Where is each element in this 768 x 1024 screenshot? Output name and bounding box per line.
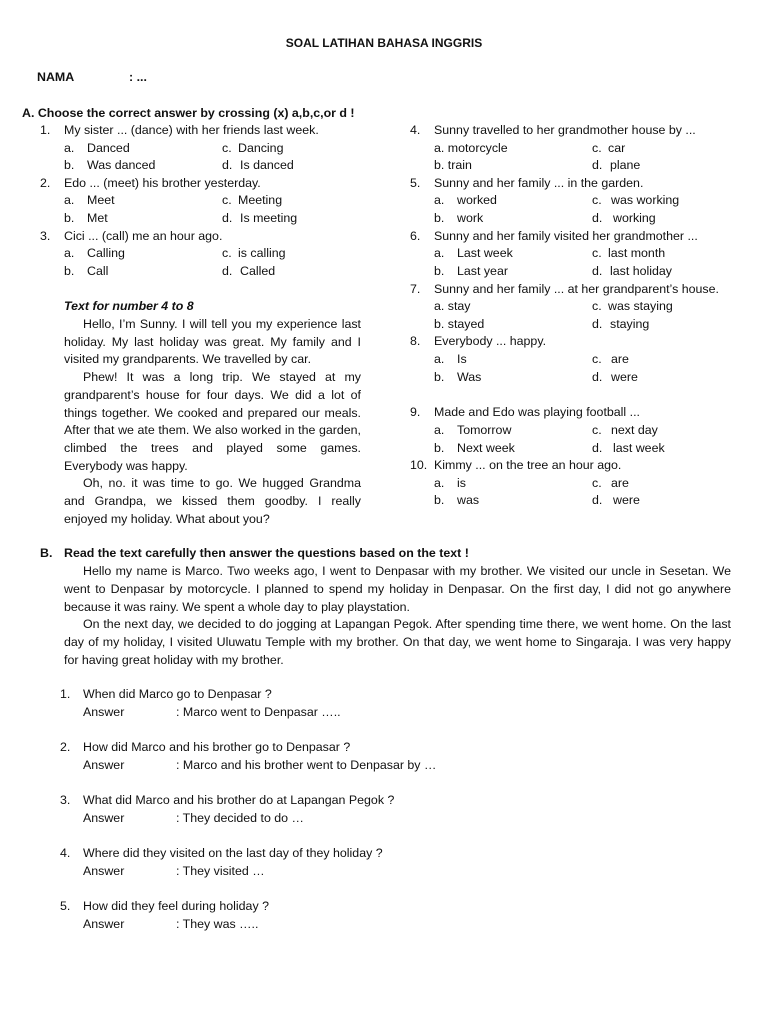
- option-c: Dancing: [238, 141, 284, 155]
- option-d: last week: [613, 441, 665, 455]
- option-d: staying: [610, 317, 650, 331]
- question-number: 3.: [40, 229, 51, 243]
- option-letter: c.: [222, 246, 232, 260]
- name-value: : ...: [129, 70, 147, 84]
- reading-paragraph: Oh, no. it was time to go. We hugged Grandma and Grandpa, we kissed them goodby. I really enjoyed my holiday. What about you?: [64, 476, 361, 526]
- question-text: What did Marco and his brother do at Lapangan Pegok ?: [83, 793, 395, 807]
- option-letter: c.: [592, 299, 602, 313]
- question-text: Kimmy ... on the tree an hour ago.: [434, 458, 622, 472]
- text-title: Text for number 4 to 8: [64, 299, 194, 313]
- story-paragraph: Hello my name is Marco. Two weeks ago, I went to Denpasar with my brother. We visited our uncle in Sesetan. We went to Denpasar by motorcycle. I planned to spend my holiday in Denpasar. On the first day, I did not go anywhere because it was rainy. We spent a whole day to play playstation.: [64, 564, 731, 614]
- question-number: 6.: [410, 229, 421, 243]
- option-letter: c.: [592, 352, 602, 366]
- option-letter: d.: [592, 441, 603, 455]
- answer-text: : They visited …: [176, 864, 265, 878]
- option-b: b. train: [434, 158, 472, 172]
- question-number: 1.: [40, 123, 51, 137]
- option-d: Is danced: [240, 158, 294, 172]
- answer-label: Answer: [83, 917, 125, 931]
- question-number: 4.: [60, 846, 71, 860]
- option-letter: b.: [64, 264, 75, 278]
- answer-label: Answer: [83, 758, 125, 772]
- option-b: Was danced: [87, 158, 156, 172]
- answer-text: : Marco went to Denpasar …..: [176, 705, 341, 719]
- option-letter: d.: [592, 493, 603, 507]
- option-letter: a.: [64, 141, 75, 155]
- page-title: SOAL LATIHAN BAHASA INGGRIS: [285, 36, 483, 50]
- option-c: Meeting: [238, 193, 283, 207]
- question-text: My sister ... (dance) with her friends last week.: [64, 123, 319, 137]
- option-d: plane: [610, 158, 641, 172]
- option-letter: a.: [434, 193, 445, 207]
- question-text: Sunny travelled to her grandmother house by ...: [434, 123, 696, 137]
- option-a: is: [457, 476, 466, 490]
- option-a: a. stay: [434, 299, 471, 313]
- option-b: Call: [87, 264, 109, 278]
- question-number: 4.: [410, 123, 421, 137]
- option-a: Is: [457, 352, 467, 366]
- question-number: 8.: [410, 334, 421, 348]
- question-text: Where did they visited on the last day of they holiday ?: [83, 846, 383, 860]
- option-b: Met: [87, 211, 108, 225]
- option-d: last holiday: [610, 264, 672, 278]
- option-c: is calling: [238, 246, 286, 260]
- question-text: When did Marco go to Denpasar ?: [83, 687, 272, 701]
- reading-paragraph: Phew! It was a long trip. We stayed at my grandparent’s house for four days. We did a lot of things together. We cooked and prepared our meals. After that we ate them. We also worked in the garden, climbed the trees and played some games. Everybody was happy.: [64, 370, 361, 473]
- option-c: are: [611, 476, 629, 490]
- option-letter: c.: [222, 193, 232, 207]
- option-letter: d.: [592, 264, 603, 278]
- question-text: How did they feel during holiday ?: [83, 899, 269, 913]
- option-letter: d.: [222, 158, 233, 172]
- question-text: Sunny and her family ... in the garden.: [434, 176, 644, 190]
- option-a: Last week: [457, 246, 513, 260]
- option-a: Tomorrow: [457, 423, 512, 437]
- option-d: were: [613, 493, 640, 507]
- option-letter: c.: [592, 246, 602, 260]
- option-letter: c.: [592, 141, 602, 155]
- option-c: last month: [608, 246, 666, 260]
- option-c: was working: [611, 193, 680, 207]
- option-b: work: [457, 211, 484, 225]
- name-label: NAMA: [37, 70, 75, 84]
- question-number: 3.: [60, 793, 71, 807]
- option-letter: d.: [592, 317, 603, 331]
- option-d: were: [611, 370, 638, 384]
- question-text: How did Marco and his brother go to Denpasar ?: [83, 740, 351, 754]
- option-letter: a.: [434, 476, 445, 490]
- question-number: 1.: [60, 687, 71, 701]
- option-letter: a.: [434, 246, 445, 260]
- option-d: Is meeting: [240, 211, 298, 225]
- question-number: 2.: [40, 176, 51, 190]
- option-c: car: [608, 141, 626, 155]
- option-letter: d.: [592, 370, 603, 384]
- option-letter: d.: [592, 158, 603, 172]
- option-b: was: [457, 493, 480, 507]
- option-c: next day: [611, 423, 658, 437]
- section-a-heading: A. Choose the correct answer by crossing (x) a,b,c,or d !: [22, 106, 355, 120]
- option-letter: a.: [64, 193, 75, 207]
- question-text: Sunny and her family ... at her grandparent’s house.: [434, 282, 719, 296]
- option-b: Last year: [457, 264, 508, 278]
- option-a: worked: [457, 193, 497, 207]
- question-text: Made and Edo was playing football ...: [434, 405, 640, 419]
- option-letter: c.: [222, 141, 232, 155]
- answer-text: : They decided to do …: [176, 811, 304, 825]
- option-letter: b.: [64, 158, 75, 172]
- answer-text: : They was …..: [176, 917, 259, 931]
- option-letter: a.: [434, 423, 445, 437]
- option-b: Was: [457, 370, 482, 384]
- option-letter: b.: [64, 211, 75, 225]
- question-number: 10.: [410, 458, 428, 472]
- question-number: 2.: [60, 740, 71, 754]
- question-text: Edo ... (meet) his brother yesterday.: [64, 176, 261, 190]
- question-number: 5.: [410, 176, 421, 190]
- option-letter: b.: [434, 493, 445, 507]
- story-paragraph: On the next day, we decided to do jogging at Lapangan Pegok. After spending time there, we went home. On the last day of my holiday, I visited Uluwatu Temple with my brother. On that day, we went home to Singaraja. I was very happy for having great holiday with my brother.: [64, 617, 731, 667]
- question-number: 7.: [410, 282, 421, 296]
- option-letter: b.: [434, 370, 445, 384]
- option-b: b. stayed: [434, 317, 485, 331]
- question-number: 5.: [60, 899, 71, 913]
- option-c: was staying: [608, 299, 673, 313]
- question-text: Everybody ... happy.: [434, 334, 547, 348]
- option-b: Next week: [457, 441, 515, 455]
- reading-text: [64, 316, 361, 528]
- option-letter: b.: [434, 211, 445, 225]
- option-letter: c.: [592, 193, 602, 207]
- section-b-number: B.: [40, 546, 53, 560]
- option-a: Calling: [87, 246, 125, 260]
- option-a: Danced: [87, 141, 130, 155]
- option-a: a. motorcycle: [434, 141, 508, 155]
- question-text: Sunny and her family visited her grandmother ...: [434, 229, 698, 243]
- option-letter: c.: [592, 423, 602, 437]
- answer-label: Answer: [83, 705, 125, 719]
- option-letter: d.: [592, 211, 603, 225]
- option-d: working: [613, 211, 656, 225]
- option-letter: b.: [434, 264, 445, 278]
- reading-paragraph: Hello, I’m Sunny. I will tell you my experience last holiday. My last holiday was great. My family and I visited my grandparents. We travelled by car.: [64, 317, 361, 367]
- option-letter: a.: [64, 246, 75, 260]
- answer-label: Answer: [83, 811, 125, 825]
- question-number: 9.: [410, 405, 421, 419]
- option-a: Meet: [87, 193, 115, 207]
- question-text: Cici ... (call) me an hour ago.: [64, 229, 223, 243]
- option-d: Called: [240, 264, 276, 278]
- answer-text: : Marco and his brother went to Denpasar by …: [176, 758, 437, 772]
- option-letter: d.: [222, 211, 233, 225]
- section-b-text: [64, 563, 731, 670]
- option-c: are: [611, 352, 629, 366]
- option-letter: b.: [434, 441, 445, 455]
- section-b-heading: Read the text carefully then answer the questions based on the text !: [64, 546, 469, 560]
- option-letter: d.: [222, 264, 233, 278]
- option-letter: c.: [592, 476, 602, 490]
- option-letter: a.: [434, 352, 445, 366]
- answer-label: Answer: [83, 864, 125, 878]
